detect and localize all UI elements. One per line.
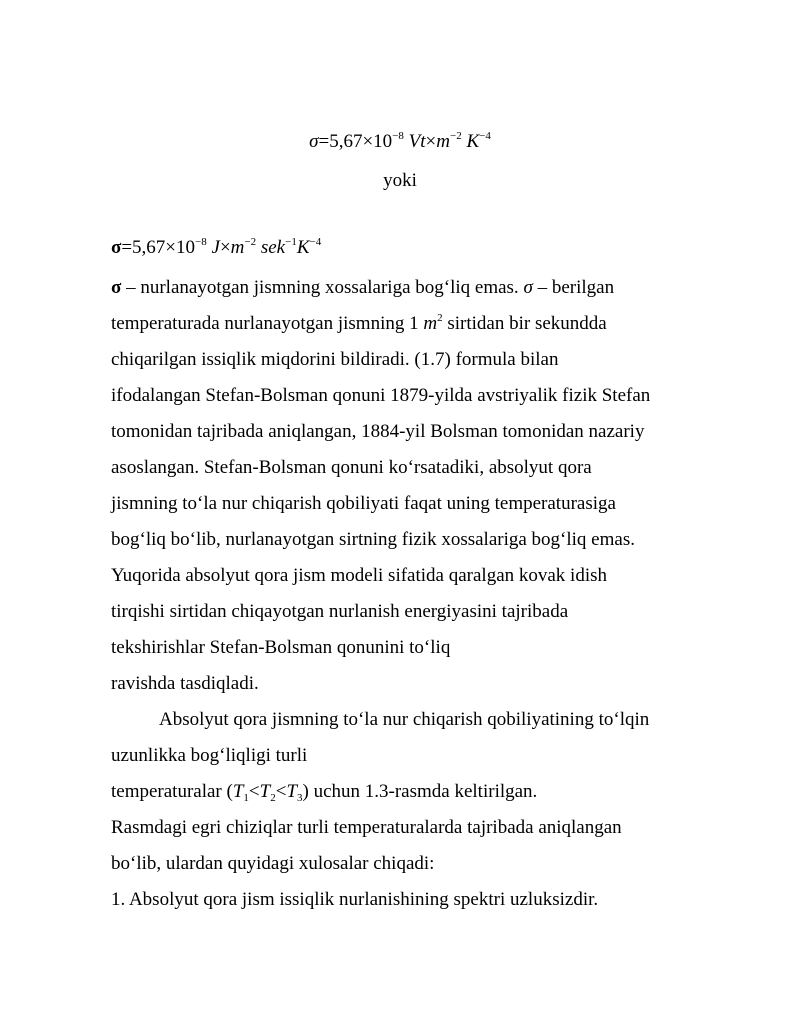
paragraph-line: tirqishi sirtidan chiqayotgan nurlanish energiyasini tajribada: [111, 601, 569, 622]
connector-yoki: yoki: [383, 170, 417, 191]
paragraph-line: 1. Absolyut qora jism issiqlik nurlanishining spektri uzluksizdir.: [111, 889, 599, 910]
paragraph-line: chiqarilgan issiqlik miqdorini bildiradi. (1.7) formula bilan: [111, 349, 559, 370]
paragraph-line: asoslangan. Stefan-Bolsman qonuni ko‘rsatadiki, absolyut qora: [111, 457, 592, 478]
paragraph-line: Rasmdagi egri chiziqlar turli temperaturalarda tajribada aniqlangan: [111, 817, 622, 838]
formula-sigma-alt: $\sigma=5,67\times 10^{-8}$ $J\times m^{-2}$ $sek^{-1}K^{-4}$: [111, 236, 322, 258]
paragraph-line: tomonidan tajribada aniqlangan, 1884-yil Bolsman tomonidan nazariy: [111, 421, 645, 442]
paragraph-line: tekshirishlar Stefan-Bolsman qonunini to‘liq: [111, 637, 451, 658]
paragraph-line: ravishda tasdiqladi.: [111, 673, 259, 694]
paragraph-line: ifodalangan Stefan-Bolsman qonuni 1879-yilda avstriyalik fizik Stefan: [111, 385, 651, 406]
paragraph-line: Yuqorida absolyut qora jism modeli sifatida qaralgan kovak idish: [111, 565, 608, 586]
paragraph-line: uzunlikka bog‘liqligi turli: [111, 745, 308, 766]
paragraph-line: temperaturada nurlanayotgan jismning 1 $m^2$ sirtidan bir sekundda: [111, 312, 607, 334]
paragraph-line: bo‘lib, ulardan quyidagi xulosalar chiqadi:: [111, 853, 435, 874]
formula-sigma-si: $\sigma=5,67\times 10^{-8}$ $Vt\times m^{-2}$ $K^{-4}$: [309, 130, 491, 152]
paragraph-line: temperaturalar $(T_1<T_2<T_3)$ uchun 1.3-rasmda keltirilgan.: [111, 781, 538, 804]
paragraph-line: σ – nurlanayotgan jismning xossalariga bog‘liq emas. σ – berilgan: [111, 277, 615, 298]
paragraph-line: Absolyut qora jismning to‘la nur chiqarish qobiliyatining to‘lqin: [159, 709, 650, 730]
paragraph-line: jismning to‘la nur chiqarish qobiliyati faqat uning temperaturasiga: [111, 493, 616, 514]
paragraph-line: bog‘liq bo‘lib, nurlanayotgan sirtning fizik xossalariga bog‘liq emas.: [111, 529, 635, 550]
